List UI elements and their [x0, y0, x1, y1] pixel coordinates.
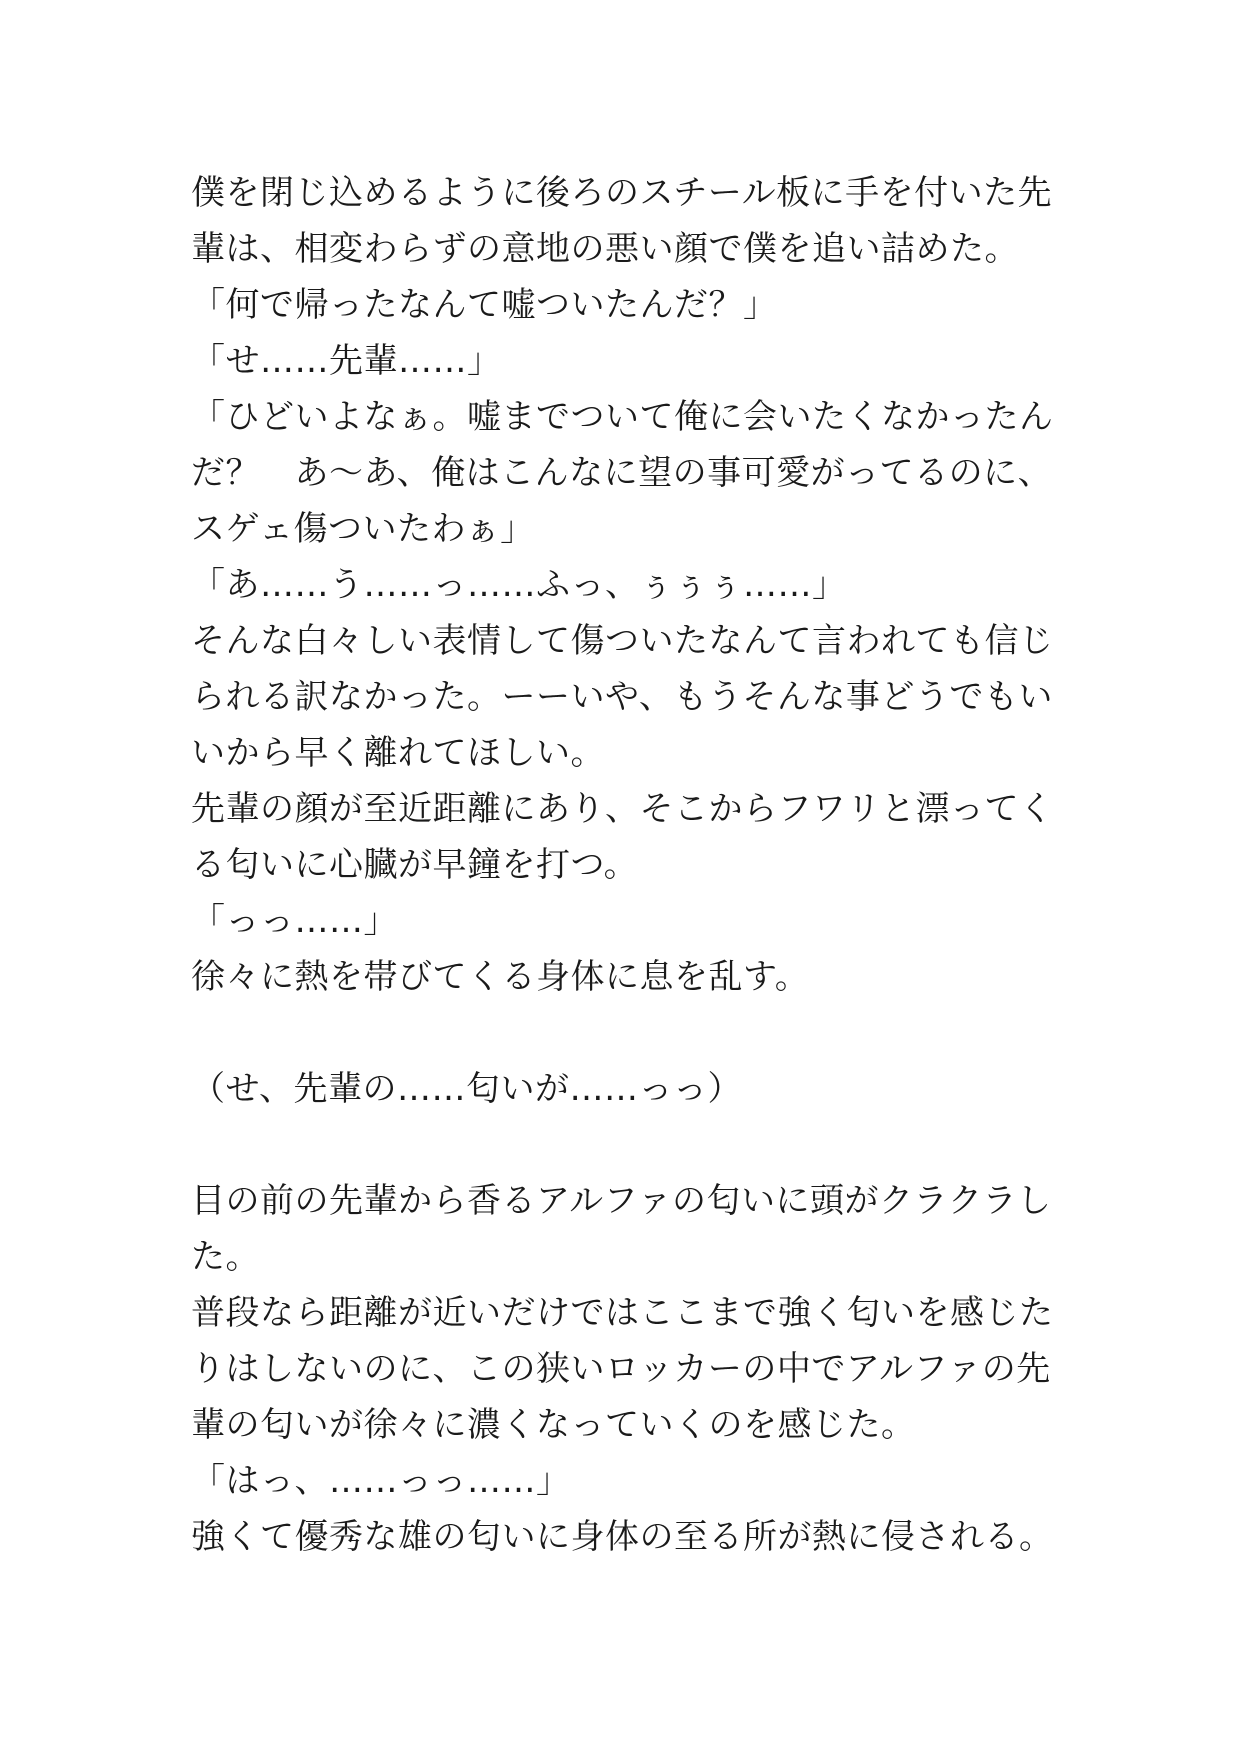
text-line: 徐々に熱を帯びてくる身体に息を乱す。: [191, 957, 810, 997]
text-line: そんな白々しい表情して傷ついたなんて言われても信じ: [191, 621, 1054, 661]
text-line: 普段なら距離が近いだけではここまで強く匂いを感じた: [191, 1293, 1054, 1333]
body-text: [191, 165, 1071, 1565]
text-line: 輩の匂いが徐々に濃くなっていくのを感じた。: [191, 1405, 916, 1445]
text-line: 先輩の顔が至近距離にあり、そこからフワリと漂ってく: [191, 789, 1054, 829]
text-line: スゲェ傷ついたわぁ」: [191, 509, 535, 549]
text-line: 輩は、相変わらずの意地の悪い顔で僕を追い詰めた。: [191, 229, 1019, 269]
blank-line: [191, 1005, 1071, 1061]
text-line: 「っっ……」: [191, 901, 398, 941]
text-line: りはしないのに、この狭いロッカーの中でアルファの先: [191, 1349, 1051, 1389]
text-line: （せ、先輩の……匂いが……っっ）: [191, 1069, 742, 1109]
text-line: 強くて優秀な雄の匂いに身体の至る所が熱に侵される。: [191, 1517, 1054, 1557]
text-line: 「はっ、……っっ……」: [191, 1461, 571, 1501]
text-line: 目の前の先輩から香るアルファの匂いに頭がクラクラし: [191, 1181, 1052, 1221]
text-line: られる訳なかった。ーーいや、もうそんな事どうでもい: [191, 677, 1053, 717]
text-line: 「ひどいよなぁ。嘘までついて俺に会いたくなかったん: [191, 397, 1054, 437]
text-line: だ？ あ〜あ、俺はこんなに望の事可愛がってるのに、: [191, 453, 1053, 493]
text-line: 「せ……先輩……」: [191, 341, 502, 381]
text-line: いから早く離れてほしい。: [191, 733, 605, 773]
text-line: た。: [191, 1237, 260, 1277]
text-line: る匂いに心臓が早鐘を打つ。: [191, 845, 639, 885]
text-line: 僕を閉じ込めるように後ろのスチール板に手を付いた先: [191, 173, 1053, 213]
text-line: 「何で帰ったなんて嘘ついたんだ？」: [191, 285, 778, 325]
text-line: 「あ……う……っ……ふっ、ぅぅぅ……」: [191, 565, 847, 605]
blank-line: [191, 1117, 1071, 1173]
